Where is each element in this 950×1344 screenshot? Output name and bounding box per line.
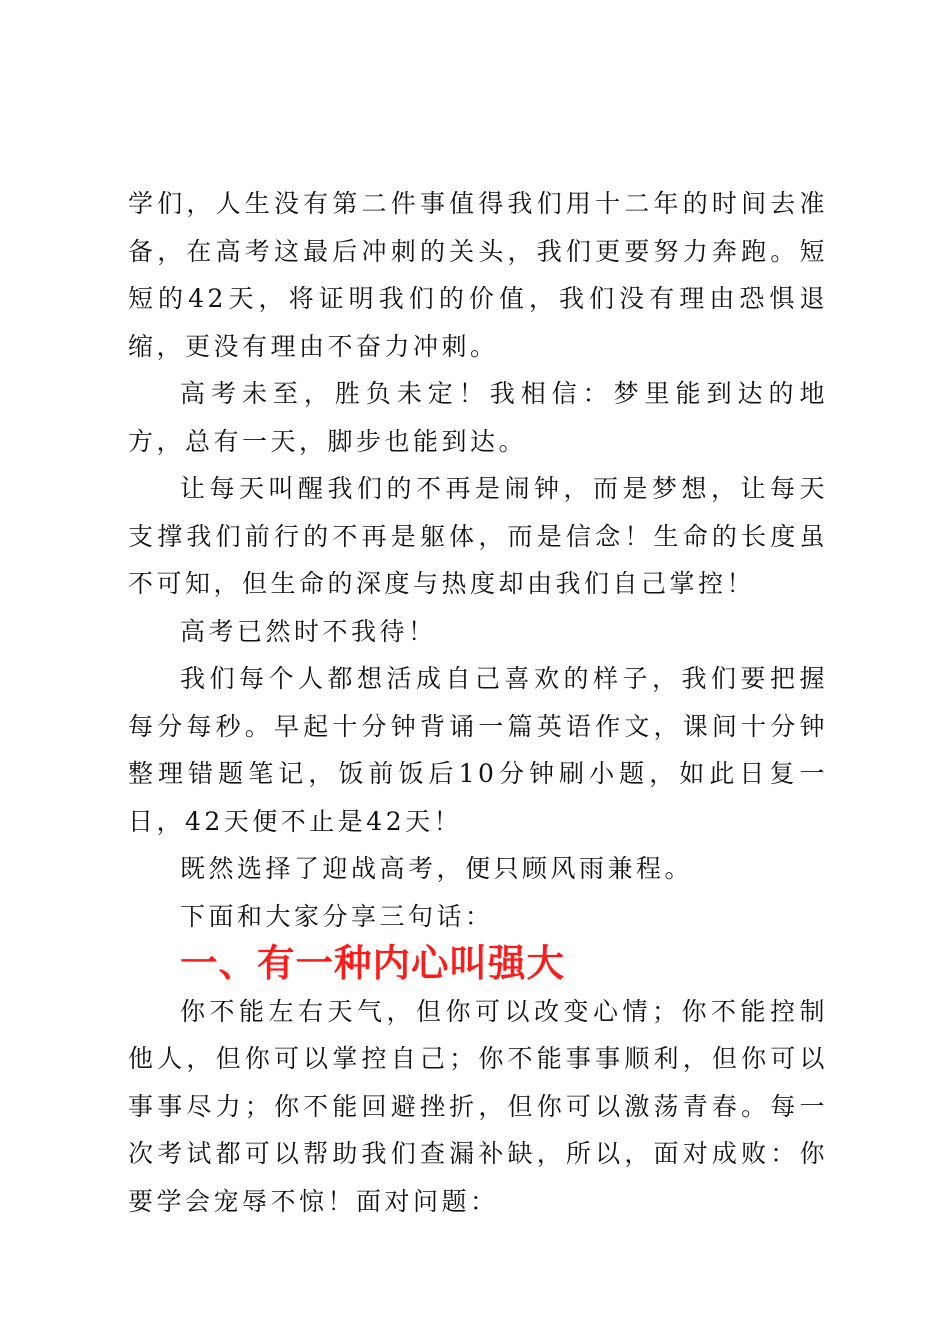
paragraph: 高考已然时不我待！ [180,616,437,646]
paragraph: 既然选择了迎战高考，便只顾风雨兼程。 [180,854,694,883]
paragraph: 下面和大家分享三句话： [180,901,494,931]
paragraph: 你不能左右天气，但你可以改变心情；你不能控制他人，但你可以掌控自己；你不能事事顺利，但你可以事事尽力；你不能回避挫折，但你可以激荡青春。每一次考试都可以帮助我们查漏补缺，所以，面对成败：你要学会宠辱不惊！面对问题： [128,996,828,1216]
paragraph: 我们每个人都想活成自己喜欢的样子，我们要把握每分每秒。早起十分钟背诵一篇英语作文，课间十分钟整理错题笔记，饭前饭后10分钟刷小题，如此日复一日，42天便不止是42天！ [128,664,828,836]
paragraph-continuation: 学们，人生没有第二件事值得我们用十二年的时间去准备，在高考这最后冲刺的关头，我们更要努力奔跑。短短的42天，将证明我们的价值，我们没有理由恐惧退缩，更没有理由不奋力冲刺。 [128,189,828,361]
document-body [128,180,828,1225]
paragraph: 让每天叫醒我们的不再是闹钟，而是梦想，让每天支撑我们前行的不再是躯体，而是信念！生命的长度虽不可知，但生命的深度与热度却由我们自己掌控！ [128,474,828,598]
section-heading: 一、有一种内心叫强大 [180,941,565,985]
paragraph: 高考未至，胜负未定！我相信：梦里能到达的地方，总有一天，脚步也能到达。 [128,379,828,456]
